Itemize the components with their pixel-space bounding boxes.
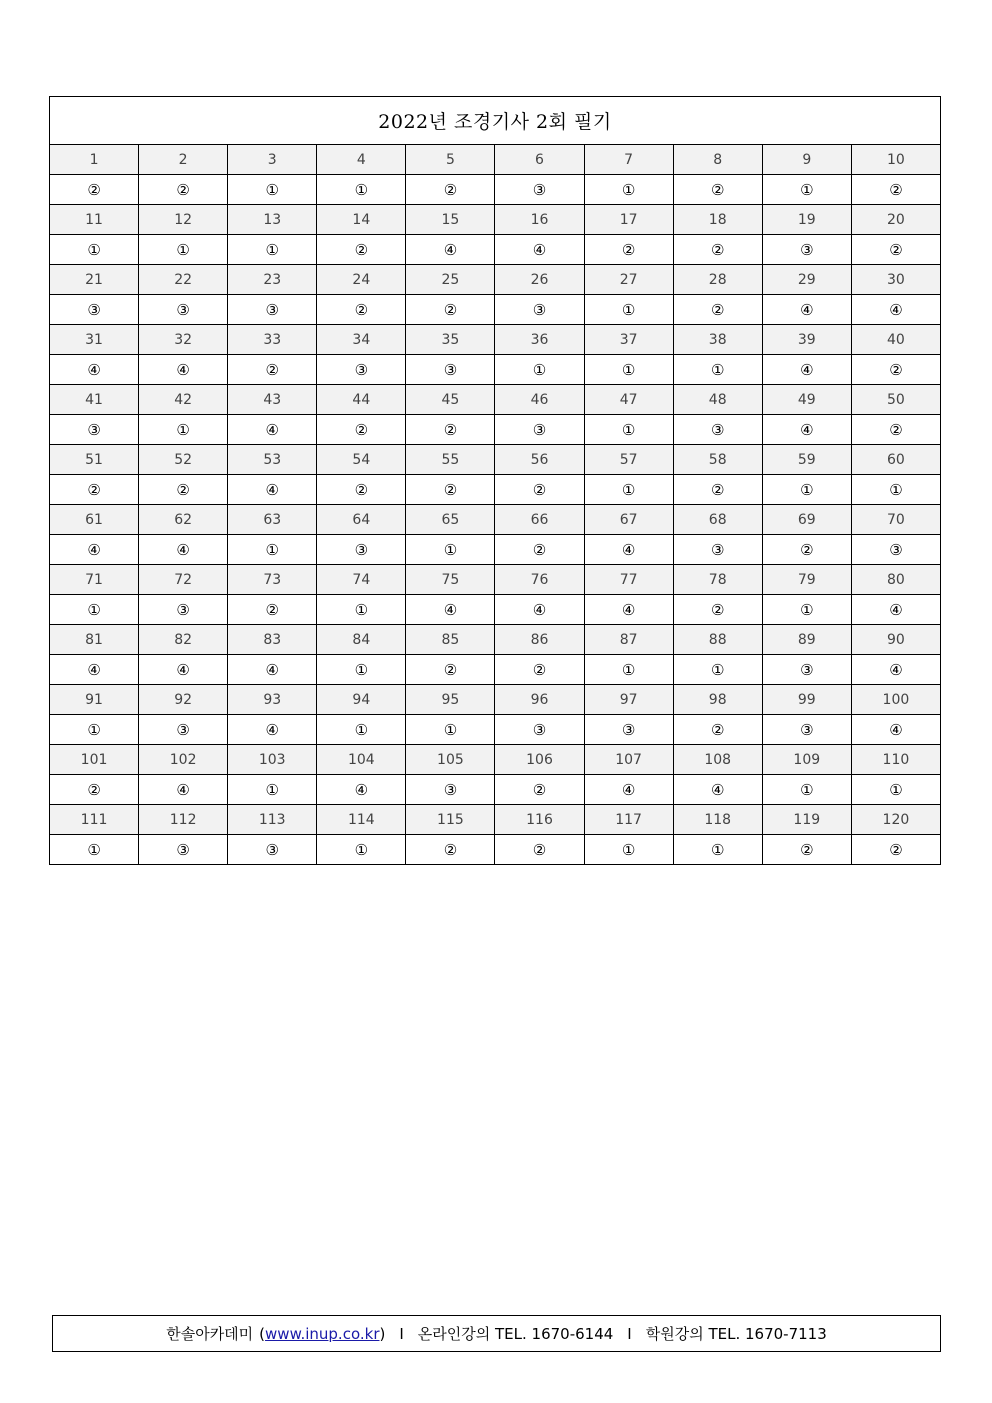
answer-cell: ②	[851, 835, 940, 865]
answer-cell: ④	[495, 235, 584, 265]
question-number-cell: 3	[228, 145, 317, 175]
answer-cell: ②	[673, 595, 762, 625]
question-number-cell: 75	[406, 565, 495, 595]
question-number-cell: 5	[406, 145, 495, 175]
question-number-cell: 98	[673, 685, 762, 715]
answer-cell: ②	[851, 175, 940, 205]
answer-cell: ④	[762, 295, 851, 325]
question-number-row	[50, 625, 941, 655]
question-number-cell: 114	[317, 805, 406, 835]
answer-row	[50, 475, 941, 505]
question-number-cell: 8	[673, 145, 762, 175]
question-number-cell: 111	[50, 805, 139, 835]
answer-cell: ④	[762, 415, 851, 445]
answer-cell: ②	[495, 655, 584, 685]
answer-cell: ②	[406, 295, 495, 325]
question-number-cell: 102	[139, 745, 228, 775]
question-number-row	[50, 445, 941, 475]
question-number-cell: 106	[495, 745, 584, 775]
question-number-cell: 92	[139, 685, 228, 715]
answer-cell: ①	[584, 295, 673, 325]
answer-cell: ④	[851, 595, 940, 625]
answer-cell: ③	[317, 355, 406, 385]
question-number-row	[50, 505, 941, 535]
answer-row	[50, 415, 941, 445]
answer-cell: ①	[762, 595, 851, 625]
question-number-cell: 48	[673, 385, 762, 415]
question-number-cell: 4	[317, 145, 406, 175]
question-number-cell: 72	[139, 565, 228, 595]
question-number-cell: 20	[851, 205, 940, 235]
answer-cell: ②	[317, 415, 406, 445]
answer-cell: ①	[762, 175, 851, 205]
question-number-cell: 55	[406, 445, 495, 475]
answer-cell: ①	[762, 475, 851, 505]
answer-cell: ④	[228, 655, 317, 685]
question-number-cell: 14	[317, 205, 406, 235]
question-number-cell: 1	[50, 145, 139, 175]
question-number-cell: 67	[584, 505, 673, 535]
answer-cell: ②	[851, 355, 940, 385]
question-number-row	[50, 565, 941, 595]
question-number-row	[50, 805, 941, 835]
answer-cell: ④	[50, 535, 139, 565]
question-number-cell: 51	[50, 445, 139, 475]
answer-cell: ①	[139, 415, 228, 445]
answer-cell: ①	[317, 595, 406, 625]
question-number-cell: 11	[50, 205, 139, 235]
answer-cell: ③	[584, 715, 673, 745]
question-number-cell: 16	[495, 205, 584, 235]
answer-cell: ①	[851, 475, 940, 505]
answer-cell: ④	[406, 235, 495, 265]
footer-academy-name: 한솔아카데미	[166, 1325, 254, 1343]
answer-cell: ③	[139, 595, 228, 625]
answer-cell: ①	[584, 415, 673, 445]
answer-cell: ②	[406, 475, 495, 505]
question-number-row	[50, 325, 941, 355]
answer-cell: ①	[50, 595, 139, 625]
answer-cell: ①	[673, 355, 762, 385]
answer-cell: ③	[139, 715, 228, 745]
question-number-cell: 25	[406, 265, 495, 295]
answer-cell: ④	[139, 535, 228, 565]
question-number-cell: 47	[584, 385, 673, 415]
footer-paren-close: )	[379, 1324, 386, 1343]
question-number-cell: 86	[495, 625, 584, 655]
answer-cell: ①	[139, 235, 228, 265]
question-number-cell: 116	[495, 805, 584, 835]
answer-row	[50, 715, 941, 745]
answer-cell: ②	[762, 535, 851, 565]
footer	[52, 1315, 941, 1352]
answer-cell: ④	[139, 355, 228, 385]
footer-website-link[interactable]: www.inup.co.kr	[265, 1324, 380, 1343]
answer-cell: ③	[139, 835, 228, 865]
question-number-cell: 79	[762, 565, 851, 595]
question-number-row	[50, 745, 941, 775]
question-number-cell: 81	[50, 625, 139, 655]
question-number-cell: 109	[762, 745, 851, 775]
question-number-cell: 15	[406, 205, 495, 235]
answer-cell: ③	[762, 655, 851, 685]
answer-row	[50, 355, 941, 385]
question-number-cell: 65	[406, 505, 495, 535]
question-number-cell: 115	[406, 805, 495, 835]
question-number-cell: 29	[762, 265, 851, 295]
answer-cell: ③	[228, 835, 317, 865]
question-number-cell: 34	[317, 325, 406, 355]
question-number-cell: 30	[851, 265, 940, 295]
question-number-cell: 76	[495, 565, 584, 595]
question-number-cell: 118	[673, 805, 762, 835]
answer-cell: ①	[228, 175, 317, 205]
footer-separator-1: I	[399, 1324, 404, 1343]
question-number-cell: 95	[406, 685, 495, 715]
question-number-cell: 97	[584, 685, 673, 715]
answer-cell: ①	[851, 775, 940, 805]
answer-cell: ②	[584, 235, 673, 265]
question-number-cell: 110	[851, 745, 940, 775]
answer-cell: ③	[495, 175, 584, 205]
answer-cell: ③	[673, 535, 762, 565]
answer-table	[49, 96, 941, 865]
answer-cell: ④	[584, 535, 673, 565]
question-number-cell: 103	[228, 745, 317, 775]
question-number-cell: 71	[50, 565, 139, 595]
answer-cell: ①	[317, 835, 406, 865]
answer-cell: ③	[406, 775, 495, 805]
question-number-cell: 28	[673, 265, 762, 295]
answer-cell: ②	[762, 835, 851, 865]
answer-cell: ②	[495, 535, 584, 565]
answer-cell: ③	[673, 415, 762, 445]
question-number-cell: 93	[228, 685, 317, 715]
answer-cell: ①	[584, 655, 673, 685]
question-number-row	[50, 265, 941, 295]
answer-cell: ④	[139, 775, 228, 805]
footer-paren-open: (	[259, 1324, 266, 1343]
answer-cell: ③	[851, 535, 940, 565]
answer-cell: ④	[50, 355, 139, 385]
question-number-cell: 10	[851, 145, 940, 175]
answer-cell: ②	[851, 235, 940, 265]
answer-cell: ①	[673, 835, 762, 865]
question-number-cell: 101	[50, 745, 139, 775]
question-number-cell: 91	[50, 685, 139, 715]
question-number-cell: 85	[406, 625, 495, 655]
answer-cell: ③	[406, 355, 495, 385]
question-number-cell: 50	[851, 385, 940, 415]
answer-table-body	[50, 145, 941, 865]
question-number-cell: 112	[139, 805, 228, 835]
question-number-cell: 90	[851, 625, 940, 655]
answer-cell: ①	[228, 775, 317, 805]
answer-cell: ③	[139, 295, 228, 325]
question-number-cell: 70	[851, 505, 940, 535]
answer-cell: ②	[50, 175, 139, 205]
question-number-cell: 66	[495, 505, 584, 535]
question-number-cell: 6	[495, 145, 584, 175]
answer-cell: ①	[317, 715, 406, 745]
question-number-cell: 35	[406, 325, 495, 355]
answer-row	[50, 595, 941, 625]
answer-cell: ②	[495, 835, 584, 865]
question-number-cell: 18	[673, 205, 762, 235]
question-number-row	[50, 145, 941, 175]
question-number-cell: 43	[228, 385, 317, 415]
answer-row	[50, 775, 941, 805]
question-number-cell: 84	[317, 625, 406, 655]
question-number-cell: 105	[406, 745, 495, 775]
question-number-cell: 58	[673, 445, 762, 475]
question-number-cell: 52	[139, 445, 228, 475]
question-number-cell: 73	[228, 565, 317, 595]
question-number-cell: 107	[584, 745, 673, 775]
answer-cell: ④	[317, 775, 406, 805]
question-number-cell: 104	[317, 745, 406, 775]
question-number-cell: 33	[228, 325, 317, 355]
answer-cell: ④	[762, 355, 851, 385]
answer-cell: ④	[495, 595, 584, 625]
question-number-cell: 113	[228, 805, 317, 835]
answer-cell: ④	[851, 715, 940, 745]
answer-cell: ④	[584, 775, 673, 805]
answer-cell: ②	[228, 355, 317, 385]
question-number-cell: 12	[139, 205, 228, 235]
answer-cell: ④	[673, 775, 762, 805]
question-number-cell: 53	[228, 445, 317, 475]
question-number-cell: 13	[228, 205, 317, 235]
question-number-cell: 62	[139, 505, 228, 535]
question-number-cell: 38	[673, 325, 762, 355]
answer-cell: ④	[228, 715, 317, 745]
question-number-cell: 44	[317, 385, 406, 415]
answer-cell: ①	[50, 235, 139, 265]
question-number-cell: 80	[851, 565, 940, 595]
answer-cell: ②	[673, 295, 762, 325]
question-number-cell: 42	[139, 385, 228, 415]
answer-cell: ③	[495, 295, 584, 325]
question-number-cell: 19	[762, 205, 851, 235]
question-number-cell: 31	[50, 325, 139, 355]
question-number-cell: 9	[762, 145, 851, 175]
answer-cell: ②	[406, 415, 495, 445]
question-number-cell: 46	[495, 385, 584, 415]
answer-cell: ②	[50, 475, 139, 505]
answer-cell: ③	[317, 535, 406, 565]
answer-cell: ④	[139, 655, 228, 685]
answer-cell: ②	[317, 295, 406, 325]
question-number-row	[50, 685, 941, 715]
question-number-cell: 87	[584, 625, 673, 655]
question-number-cell: 96	[495, 685, 584, 715]
answer-cell: ③	[495, 415, 584, 445]
page-title: 2022년 조경기사 2회 필기	[50, 97, 941, 145]
question-number-cell: 99	[762, 685, 851, 715]
answer-cell: ①	[406, 715, 495, 745]
answer-row	[50, 535, 941, 565]
question-number-cell: 100	[851, 685, 940, 715]
answer-cell: ③	[762, 235, 851, 265]
answer-cell: ①	[584, 355, 673, 385]
answer-cell: ①	[317, 655, 406, 685]
question-number-cell: 24	[317, 265, 406, 295]
answer-row	[50, 295, 941, 325]
answer-cell: ②	[673, 715, 762, 745]
answer-cell: ②	[317, 475, 406, 505]
answer-cell: ②	[406, 655, 495, 685]
question-number-cell: 77	[584, 565, 673, 595]
footer-separator-2: I	[627, 1324, 632, 1343]
answer-cell: ①	[584, 475, 673, 505]
question-number-cell: 21	[50, 265, 139, 295]
answer-cell: ①	[673, 655, 762, 685]
question-number-cell: 22	[139, 265, 228, 295]
answer-cell: ①	[584, 175, 673, 205]
answer-cell: ①	[584, 835, 673, 865]
answer-cell: ③	[50, 295, 139, 325]
answer-row	[50, 235, 941, 265]
question-number-cell: 68	[673, 505, 762, 535]
question-number-cell: 83	[228, 625, 317, 655]
question-number-cell: 69	[762, 505, 851, 535]
answer-cell: ④	[584, 595, 673, 625]
answer-cell: ②	[317, 235, 406, 265]
question-number-cell: 94	[317, 685, 406, 715]
answer-cell: ①	[50, 715, 139, 745]
footer-offline-phone: 학원강의 TEL. 1670-7113	[645, 1325, 827, 1343]
question-number-cell: 37	[584, 325, 673, 355]
answer-cell: ④	[228, 475, 317, 505]
question-number-cell: 23	[228, 265, 317, 295]
question-number-cell: 61	[50, 505, 139, 535]
answer-cell: ④	[228, 415, 317, 445]
question-number-cell: 2	[139, 145, 228, 175]
question-number-cell: 89	[762, 625, 851, 655]
question-number-cell: 27	[584, 265, 673, 295]
question-number-cell: 57	[584, 445, 673, 475]
answer-cell: ①	[495, 355, 584, 385]
question-number-cell: 78	[673, 565, 762, 595]
answer-cell: ③	[228, 295, 317, 325]
answer-cell: ②	[673, 475, 762, 505]
question-number-cell: 7	[584, 145, 673, 175]
answer-cell: ④	[851, 295, 940, 325]
question-number-cell: 17	[584, 205, 673, 235]
answer-cell: ②	[139, 475, 228, 505]
answer-cell: ①	[762, 775, 851, 805]
answer-row	[50, 835, 941, 865]
answer-cell: ②	[495, 475, 584, 505]
question-number-cell: 56	[495, 445, 584, 475]
question-number-cell: 82	[139, 625, 228, 655]
answer-cell: ②	[673, 235, 762, 265]
question-number-cell: 39	[762, 325, 851, 355]
question-number-cell: 119	[762, 805, 851, 835]
answer-cell: ①	[228, 535, 317, 565]
question-number-cell: 32	[139, 325, 228, 355]
question-number-cell: 60	[851, 445, 940, 475]
question-number-cell: 74	[317, 565, 406, 595]
question-number-cell: 117	[584, 805, 673, 835]
question-number-cell: 54	[317, 445, 406, 475]
answer-cell: ②	[406, 835, 495, 865]
question-number-cell: 41	[50, 385, 139, 415]
answer-row	[50, 175, 941, 205]
question-number-cell: 59	[762, 445, 851, 475]
answer-cell: ②	[228, 595, 317, 625]
question-number-cell: 88	[673, 625, 762, 655]
answer-cell: ①	[228, 235, 317, 265]
answer-cell: ②	[50, 775, 139, 805]
question-number-cell: 36	[495, 325, 584, 355]
question-number-cell: 64	[317, 505, 406, 535]
answer-cell: ③	[50, 415, 139, 445]
answer-cell: ④	[50, 655, 139, 685]
answer-cell: ④	[851, 655, 940, 685]
answer-cell: ④	[406, 595, 495, 625]
question-number-cell: 120	[851, 805, 940, 835]
question-number-cell: 108	[673, 745, 762, 775]
question-number-cell: 49	[762, 385, 851, 415]
answer-cell: ②	[406, 175, 495, 205]
answer-cell: ③	[495, 715, 584, 745]
answer-cell: ①	[406, 535, 495, 565]
answer-cell: ③	[762, 715, 851, 745]
question-number-cell: 45	[406, 385, 495, 415]
question-number-row	[50, 205, 941, 235]
question-number-row	[50, 385, 941, 415]
answer-cell: ②	[851, 415, 940, 445]
answer-row	[50, 655, 941, 685]
answer-cell: ①	[50, 835, 139, 865]
answer-cell: ②	[139, 175, 228, 205]
answer-cell: ②	[673, 175, 762, 205]
question-number-cell: 40	[851, 325, 940, 355]
question-number-cell: 63	[228, 505, 317, 535]
question-number-cell: 26	[495, 265, 584, 295]
answer-cell: ②	[495, 775, 584, 805]
answer-cell: ①	[317, 175, 406, 205]
footer-online-phone: 온라인강의 TEL. 1670-6144	[417, 1325, 614, 1343]
